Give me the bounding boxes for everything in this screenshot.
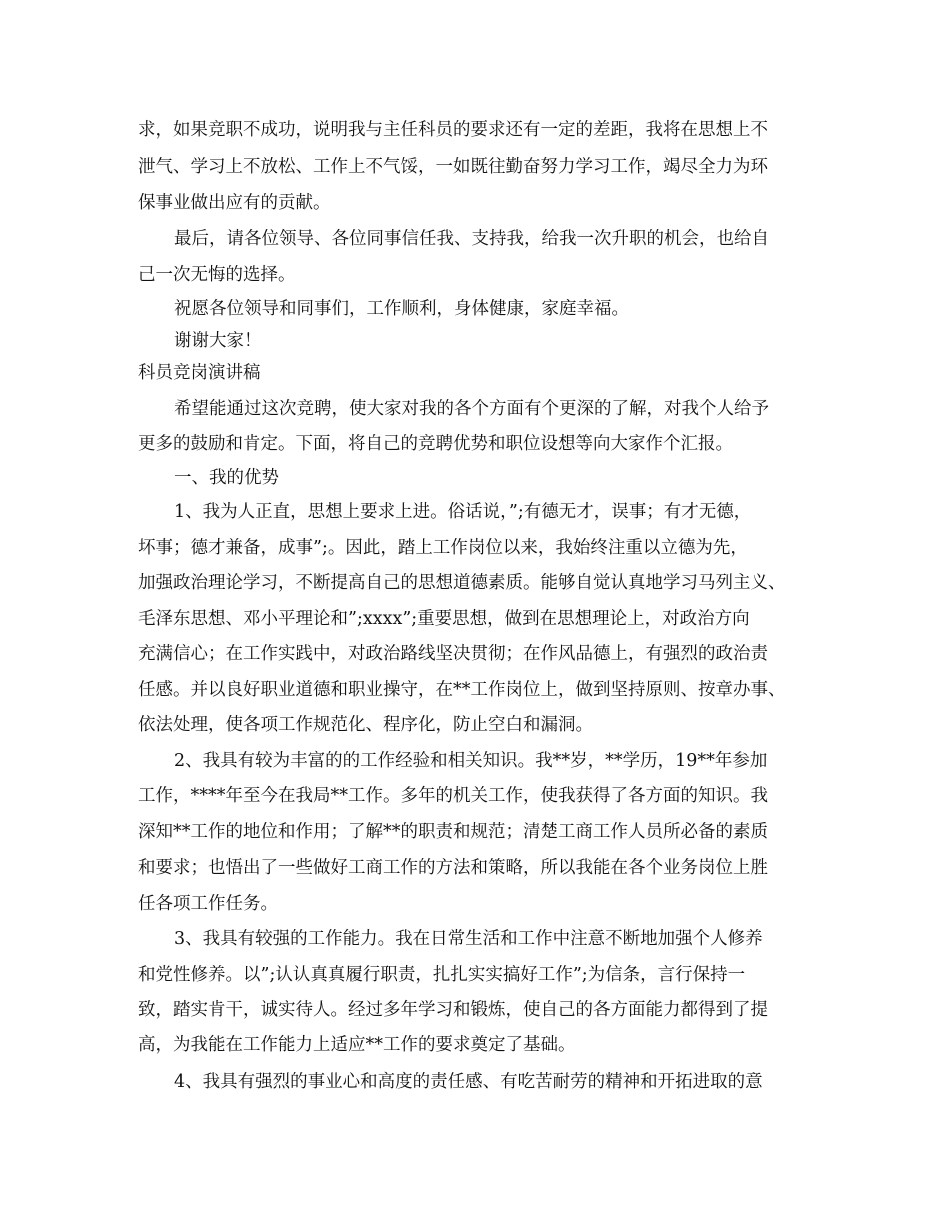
text-line: 1、我为人正直，思想上要求上进。俗话说，”;有德无才，误事；有才无德，: [174, 502, 752, 522]
text-line: 2、我具有较为丰富的的工作经验和相关知识。我**岁，**学历，19**年参加: [174, 751, 768, 771]
text-line: 3、我具有较强的工作能力。我在日常生活和工作中注意不断地加强个人修养: [174, 929, 763, 949]
text-line: 致，踏实肯干，诚实待人。经过多年学习和锻炼，使自己的各方面能力都得到了提: [138, 1000, 768, 1020]
text-line: 依法处理，使各项工作规范化、程序化，防止空白和漏洞。: [138, 715, 593, 735]
text-line: 谢谢大家！: [174, 331, 262, 351]
text-line: 己一次无悔的选择。: [138, 265, 296, 285]
text-line: 任感。并以良好职业道德和职业操守，在**工作岗位上，做到坚持原则、按章办事、: [138, 680, 786, 700]
text-line: 任各项工作任务。: [138, 894, 278, 914]
text-line: 毛泽东思想、邓小平理论和”;xxxx”;重要思想，做到在思想理论上，对政治方向: [138, 609, 750, 629]
text-line: 祝愿各位领导和同事们，工作顺利，身体健康，家庭幸福。: [174, 299, 629, 319]
text-line: 加强政治理论学习，不断提高自己的思想道德素质。能够自觉认真地学习马列主义、: [138, 573, 786, 593]
section-heading: 科员竞岗演讲稿: [138, 363, 261, 383]
text-line: 和要求；也悟出了一些做好工商工作的方法和策略，所以我能在各个业务岗位上胜: [138, 858, 768, 878]
text-line: 4、我具有强烈的事业心和高度的责任感、有吃苦耐劳的精神和开拓进取的意: [174, 1072, 763, 1092]
text-line: 希望能通过这次竞聘，使大家对我的各个方面有个更深的了解，对我个人给予: [174, 399, 769, 419]
text-line: 更多的鼓励和肯定。下面，将自己的竞聘优势和职位设想等向大家作个汇报。: [138, 434, 733, 454]
text-line: 深知**工作的地位和作用；了解**的职责和规范；清楚工商工作人员所必备的素质: [138, 822, 768, 842]
text-line: 泄气、学习上不放松、工作上不气馁，一如既往勤奋努力学习工作，竭尽全力为环: [138, 157, 768, 177]
text-line: 和党性修养。以”;认认真真履行职责，扎扎实实搞好工作”;为信条，言行保持一: [138, 965, 746, 985]
text-line: 充满信心；在工作实践中，对政治路线坚决贯彻；在作风品德上，有强烈的政治责: [138, 644, 768, 664]
subsection-heading: 一、我的优势: [174, 468, 279, 488]
text-line: 坏事；德才兼备，成事”;。因此，踏上工作岗位以来，我始终注重以立德为先，: [138, 538, 748, 558]
text-line: 最后，请各位领导、各位同事信任我、支持我，给我一次升职的机会，也给自: [174, 229, 769, 249]
text-line: 求，如果竞职不成功，说明我与主任科员的要求还有一定的差距，我将在思想上不: [138, 120, 768, 140]
text-line: 高，为我能在工作能力上适应**工作的要求奠定了基础。: [138, 1035, 576, 1055]
text-line: 工作，****年至今在我局**工作。多年的机关工作，使我获得了各方面的知识。我: [138, 786, 768, 806]
text-line: 保事业做出应有的贡献。: [138, 193, 331, 213]
